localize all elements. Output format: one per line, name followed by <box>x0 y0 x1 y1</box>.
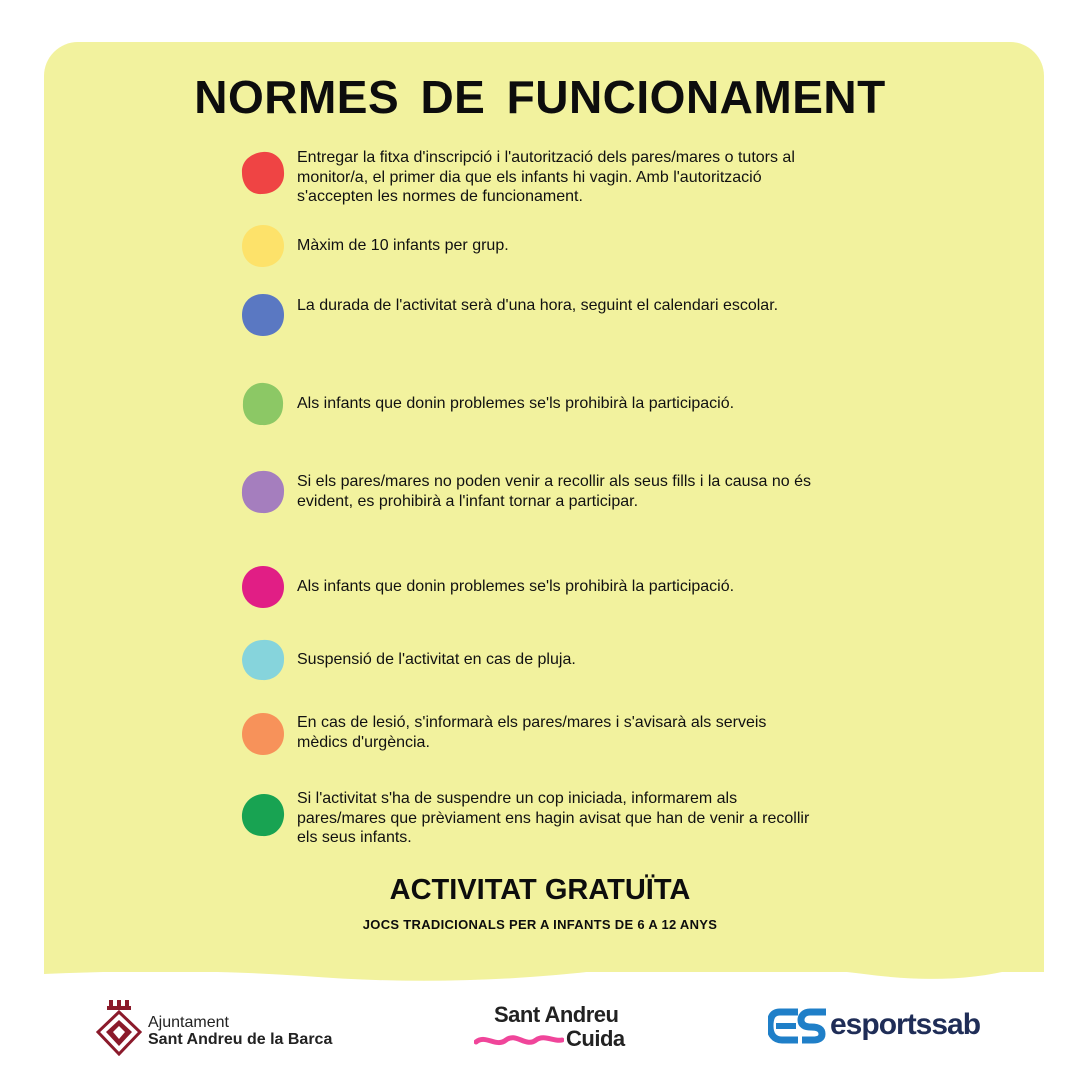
page-title: NORMES DE FUNCIONAMENT <box>194 71 886 123</box>
red-dot-icon <box>240 150 286 196</box>
rule-text: Als infants que donin problemes se'ls prohibirà la participació. <box>297 395 735 412</box>
rule-text: En cas de lesió, s'informarà els pares/mares i s'avisarà als serveis mèdics d'urgència. <box>297 714 767 751</box>
yellow-dot-icon <box>240 223 286 269</box>
rule-text: Si els pares/mares no poden venir a recollir als seus fills i la causa no és evident, es prohibirà a l'infant tornar a participar. <box>297 473 812 510</box>
card-wave-edge <box>44 930 1044 990</box>
green-dot-icon <box>240 792 286 838</box>
cyan-dot-icon <box>240 637 286 683</box>
ajuntament-line1: Ajuntament <box>148 1014 229 1031</box>
wave-mark-icon <box>474 1030 564 1050</box>
sant-andreu-cuida-line1: Sant Andreu <box>494 1002 619 1027</box>
magenta-dot-icon <box>240 564 286 610</box>
rule-text: Entregar la fitxa d'inscripció i l'autorització dels pares/mares o tutors al monitor/a, el primer dia que els infants hi vagin. Amb l'autorització s'accepten les normes de funcionament. <box>297 149 795 205</box>
sant-andreu-cuida-line2: Cuida <box>566 1026 625 1051</box>
rule-text: Si l'activitat s'ha de suspendre un cop iniciada, informarem als pares/mares que prèviament ens hagin avisat que han de venir a recollir els seus infants. <box>297 790 810 846</box>
free-activity-heading: ACTIVITAT GRATUÏTA <box>389 874 691 906</box>
purple-dot-icon <box>240 469 286 515</box>
rule-text: Als infants que donin problemes se'ls prohibirà la participació. <box>297 578 735 595</box>
es-mark-icon <box>768 1006 830 1046</box>
orange-dot-icon <box>240 711 286 757</box>
rule-text: Màxim de 10 infants per grup. <box>297 237 509 254</box>
rule-text: La durada de l'activitat serà d'una hora, seguint el calendari escolar. <box>297 297 779 314</box>
rule-text: Suspensió de l'activitat en cas de pluja. <box>297 651 576 668</box>
esportssab-prefix: esports <box>830 1008 932 1041</box>
esportssab-suffix: sab <box>931 1008 981 1041</box>
light-green-dot-icon <box>240 381 286 427</box>
blue-dot-icon <box>240 292 286 338</box>
esportssab-logo <box>768 1004 981 1050</box>
sant-andreu-cuida-logo <box>474 1004 644 1052</box>
ajuntament-logo <box>96 1000 356 1056</box>
ajuntament-line2: Sant Andreu de la Barca <box>148 1031 333 1048</box>
activity-subtitle: JOCS TRADICIONALS PER A INFANTS DE 6 A 12 ANYS <box>362 917 718 932</box>
coat-of-arms-icon <box>96 1000 142 1056</box>
